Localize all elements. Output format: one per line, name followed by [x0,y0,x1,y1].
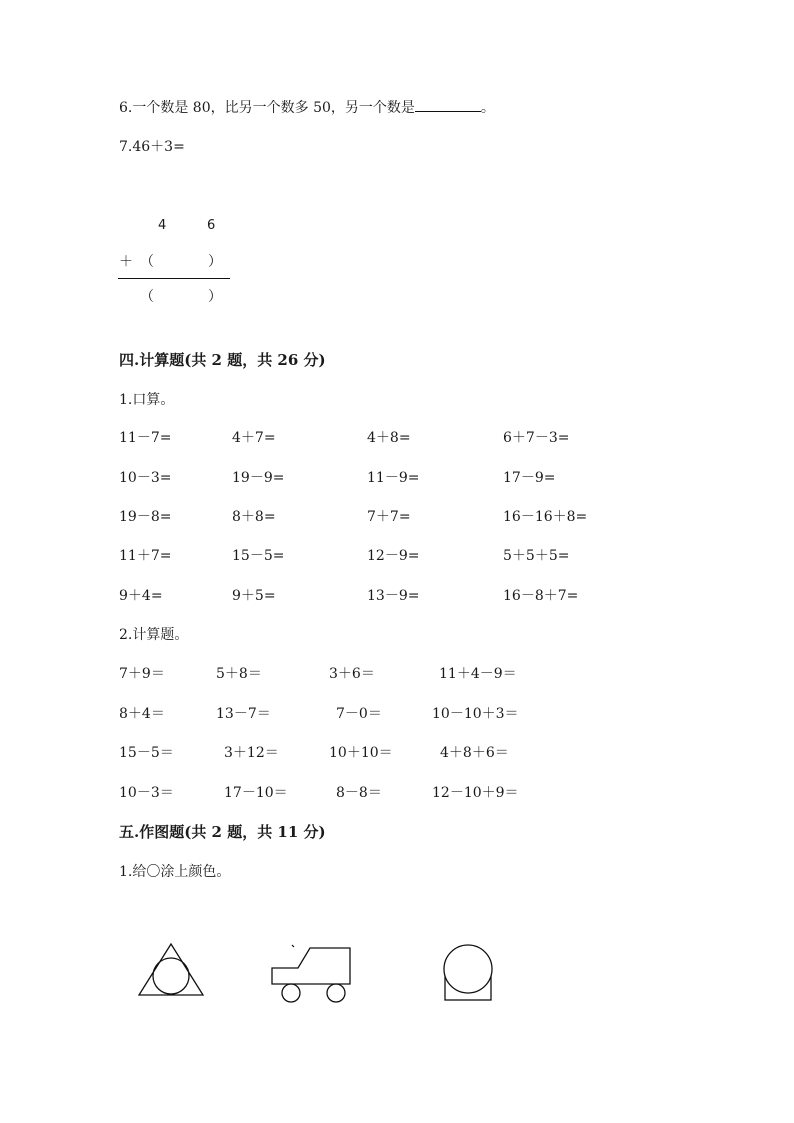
vertical-paren-left-2: （ [140,289,154,305]
vertical-top-digit-tens: 4 [158,218,167,233]
problem: 12－9= [367,548,420,564]
antenna-mark [292,945,294,947]
vertical-paren-right-2: ） [208,289,222,305]
problem: 5＋8＝ [216,666,262,682]
problem: 12－10＋9＝ [432,785,519,801]
vertical-top-digit-ones: 6 [207,218,216,233]
vertical-paren-left-1: （ [140,254,154,270]
problem: 8－8＝ [336,785,382,801]
problem: 4＋7= [232,430,276,446]
problem: 7＋7= [367,509,411,525]
problem: 7＋9＝ [119,666,165,682]
problem: 13－9= [367,588,420,604]
problem: 19－9= [232,470,285,486]
section-4-title: 四.计算题(共 2 题，共 26 分) [119,351,326,369]
problem: 11＋4－9＝ [439,666,517,682]
circle-on-square-figure [444,945,492,1000]
section-5-q1-label: 1.给〇涂上颜色。 [119,864,231,880]
problem: 9＋4= [119,588,163,604]
problem: 15－5= [232,548,285,564]
problem: 10－3= [119,470,172,486]
vertical-paren-right-1: ） [208,254,222,270]
problem: 19－8= [119,509,172,525]
triangle-with-circle-figure [139,944,203,995]
problem: 8＋8= [232,509,276,525]
question-7: 7.46＋3= [119,139,185,155]
problem: 10－3＝ [119,785,174,801]
problem: 4＋8= [367,430,411,446]
problem: 17－9= [503,470,556,486]
vertical-plus-sign: ＋ [119,254,133,270]
problem: 11－9= [367,470,420,486]
problem: 3＋6＝ [329,666,375,682]
problem: 5＋5＋5= [503,548,570,564]
problem: 16－8＋7= [503,588,579,604]
problem: 10＋10＝ [329,745,393,761]
problem: 4＋8＋6＝ [440,745,509,761]
problem: 15－5＝ [119,745,174,761]
car-body-shape [272,948,350,984]
problem: 11－7= [119,430,172,446]
problem: 13－7＝ [216,706,271,722]
top-circle[interactable] [444,945,492,993]
problem: 9＋5= [232,588,276,604]
problem: 3＋12＝ [224,745,279,761]
car-wheel-front[interactable] [282,984,300,1002]
question-6-end: 。 [480,100,495,116]
car-figure [272,945,350,1002]
problem: 6＋7－3= [503,430,570,446]
problem: 11＋7= [119,548,172,564]
inscribed-circle[interactable] [153,958,189,994]
problem: 17－10＝ [224,785,288,801]
triangle-shape [139,944,203,995]
car-wheel-back[interactable] [327,984,345,1002]
section-4-q1-label: 1.口算。 [119,392,175,408]
section-4-q2-label: 2.计算题。 [119,627,189,643]
problem: 7－0＝ [336,706,382,722]
problem: 16－16＋8= [503,509,588,525]
problem: 8＋4＝ [119,706,165,722]
section-5-title: 五.作图题(共 2 题，共 11 分) [119,823,326,841]
question-6-text: 6.一个数是 80，比另一个数多 50，另一个数是 [119,100,415,116]
problem: 10－10＋3＝ [432,706,519,722]
